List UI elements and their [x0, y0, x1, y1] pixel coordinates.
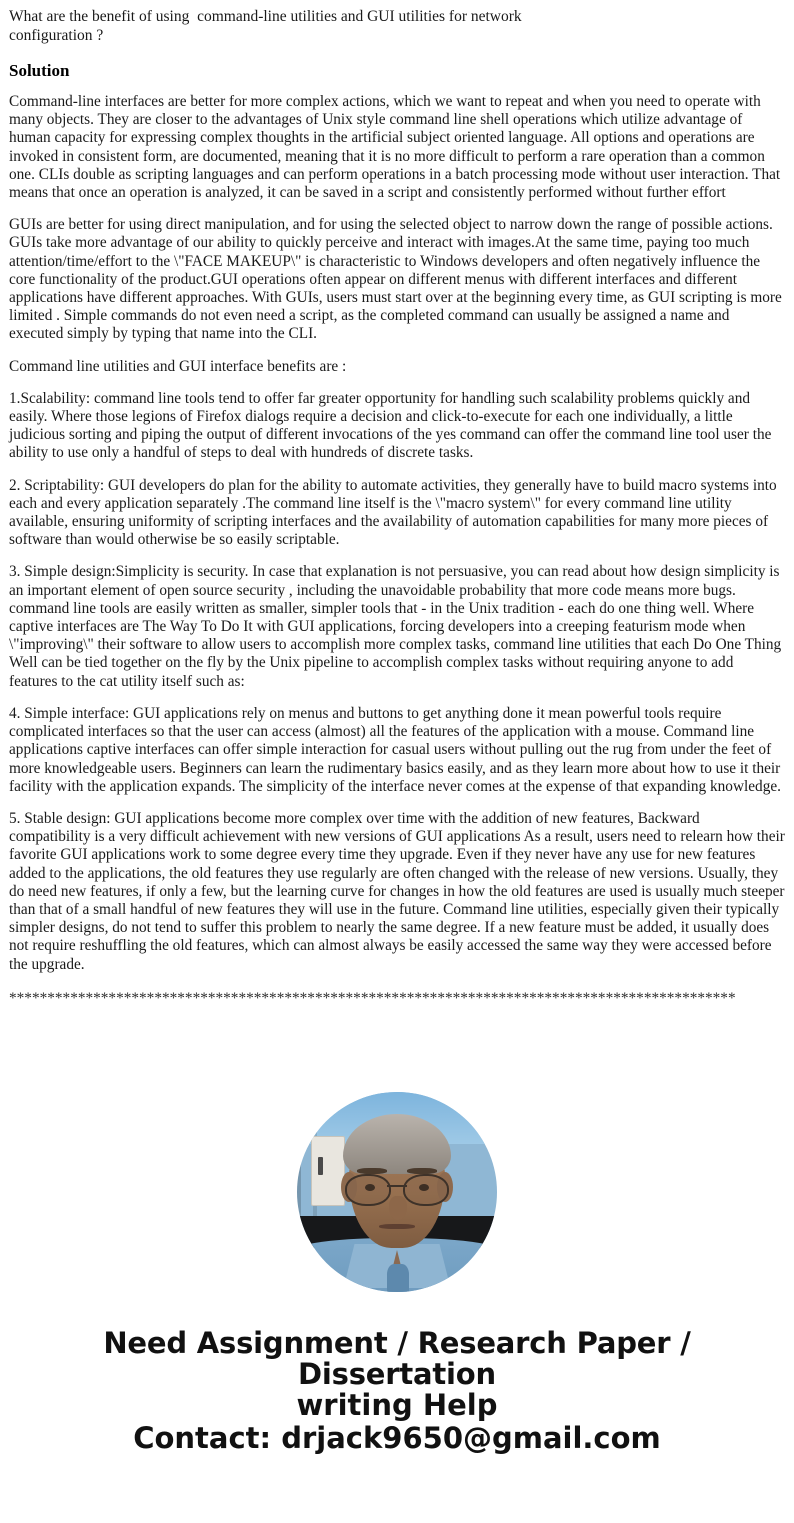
benefit-item-simple-design: 3. Simple design:Simplicity is security. In case that explanation is not persuasive, you can read about how design simplicity is an important element of open source security , including the unavoidable probability that more code means more bugs. command line tools are easily written as smaller, simpler tools that - in the Unix tradition - each do one thing well. Where captive interfaces are The Way To Do It with GUI applications, forcing developers into a creeping featurism mode when \"improving\" their software to allow users to accomplish more complex tasks, command line utilities that each Do One Thing Well can be tied together on the fly by the Unix pipeline to accomplish complex tasks without requiring anyone to add features to the cat utility itself such as:: [9, 563, 782, 690]
asterisk-divider: ***********************************************************************************************: [9, 989, 736, 1007]
avatar-container: [9, 1092, 785, 1292]
paragraph-benefits-lead: Command line utilities and GUI interface benefits are :: [9, 357, 347, 375]
photo-tie: [387, 1264, 409, 1292]
benefit-item-scriptability: 2. Scriptability: GUI developers do plan for the ability to automate activities, they generally have to build macro systems into each and every application separately .The command line itself is the \"macro system\" for every command line utility available, ensuring uniformity of scripting interfaces and the availability of automation capabilities for many more pieces of software than would otherwise be so easily scriptable.: [9, 476, 777, 549]
photo-nose: [389, 1196, 407, 1220]
photo-mouth: [379, 1224, 415, 1229]
footer-headline-line1: Need Assignment / Research Paper / Dissertation: [103, 1325, 691, 1391]
question-text: What are the benefit of using command-line utilities and GUI utilities for network configuration ?: [9, 8, 526, 44]
photo-lens-right: [403, 1174, 449, 1206]
solution-heading: Solution: [9, 61, 70, 80]
benefit-item-simple-interface: 4. Simple interface: GUI applications rely on menus and buttons to get anything done it mean powerful tools require complicated interfaces so that the user can access (almost) all the features of the application with a mouse. Command line applications captive interfaces can offer simple interaction for casual users without pulling out the rug from under the feet of more knowledgeable users. Beginners can learn the rudimentary basics easily, and as they learn more about how to use it their facility with the application expands. The simplicity of the interface never comes at the expense of that expanding knowledge.: [9, 704, 781, 795]
paragraph-cli-intro: Command-line interfaces are better for more complex actions, which we want to repeat and when you need to operate with many objects. They are closer to the advantages of Unix style command line shell operations which utilize advantage of human capacity for expressing complex thoughts in the artificial subject oriented language. All options and operations are invoked in consistent form, are documented, meaning that it is no more difficult to perform a rare operation than a common one. CLIs double as scripting languages and can perform operations in a batch processing mode without user interaction. That means that once an operation is analyzed, it can be saved in a script and consistently performed without further effort: [9, 93, 781, 202]
photo-wall-panel: [311, 1136, 345, 1206]
benefit-item-stable-design: 5. Stable design: GUI applications become more complex over time with the addition of new features, Backward compatibility is a very difficult achievement with new versions of GUI applications As a result, users need to relearn how their favorite GUI applications work to some degree every time they upgrade. Even if they never have any use for new features added to the applications, the old features they use regularly are often changed with the release of new versions. Usually, they do need new features, if only a few, but the learning curve for changes in how the old features are used is usually much steeper than that of a small handful of new features they will use in the future. Command line utilities, especially given their typically simpler designs, do not tend to suffer this problem to nearly the same degree. If a new feature must be added, it usually does not require reshuffling the old features, which can almost always be easily accessed the same way they were accessed before the upgrade.: [9, 809, 785, 973]
footer: [9, 1325, 785, 1455]
paragraph-gui-intro: GUIs are better for using direct manipulation, and for using the selected object to narrow down the range of possible actions. GUIs take more advantage of our ability to quickly perceive and interact with images.At the same time, paying too much attention/time/effort to the \"FACE MAKEUP\" is characteristic to Windows developers and often negatively influence the core functionality of the product.GUI operations often appear on different menus with different interfaces and different applications have different approaches. With GUIs, users must start over at the beginning every time, as GUI scripting is more limited . Simple commands do not even need a script, as the completed command can usually be assigned a name and executed simply by typing that name into the CLI.: [9, 216, 782, 343]
footer-headline-line2: writing Help: [296, 1387, 498, 1422]
footer-contact-email: Contact: drjack9650@gmail.com: [133, 1420, 661, 1455]
photo-glasses-bridge: [387, 1185, 408, 1188]
avatar: [297, 1092, 497, 1292]
photo-lens-left: [345, 1174, 391, 1206]
benefit-item-scalability: 1.Scalability: command line tools tend to offer far greater opportunity for handling such scalability problems quickly and easily. Where those legions of Firefox dialogs require a decision and click-to-execute for each one individually, a little judicious sorting and piping the output of different invocations of the yes command can offer the command line tool user the ability to use only a handful of steps to deal with hundreds of discrete tasks.: [9, 389, 772, 462]
